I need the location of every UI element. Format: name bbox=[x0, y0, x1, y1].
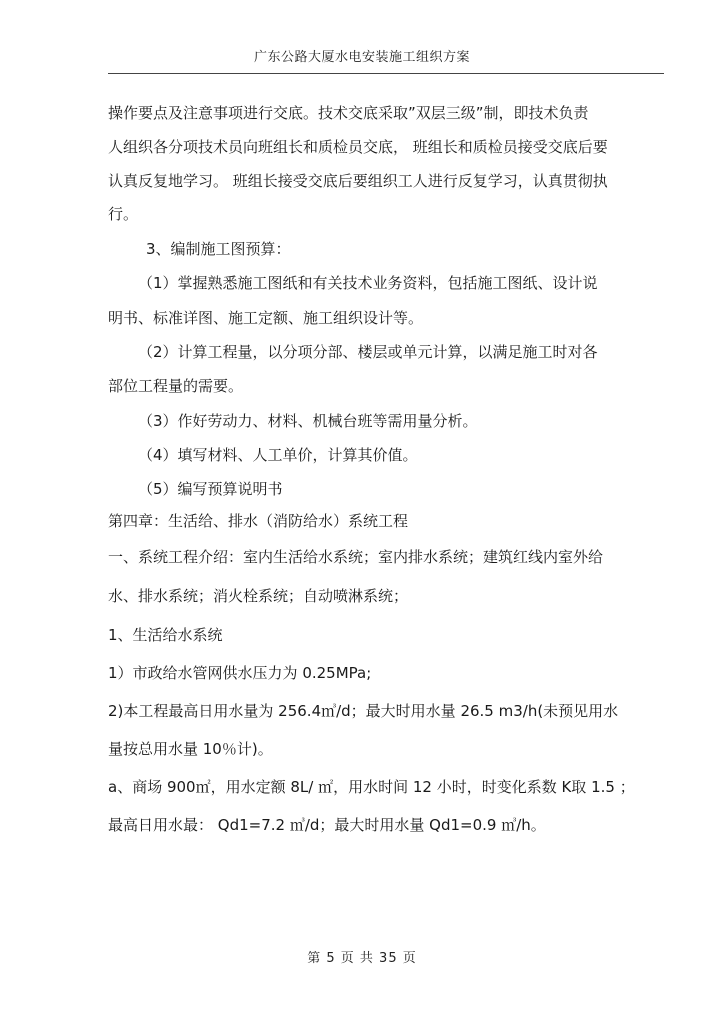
body-line: 人组织各分项技术员向班组长和质检员交底， 班组长和质检员接受交底后要 bbox=[108, 138, 608, 156]
body-line: 行。 bbox=[108, 205, 139, 223]
body-line: 明书、标准详图、施工定额、施工组织设计等。 bbox=[108, 309, 424, 327]
list-item: （3）作好劳动力、材料、机械台班等需用量分析。 bbox=[138, 412, 478, 430]
chapter-heading: 第四章：生活给、排水（消防给水）系统工程 bbox=[108, 512, 409, 530]
body-line: 一、系统工程介绍：室内生活给水系统；室内排水系统；建筑红线内室外给 bbox=[108, 548, 604, 566]
page-number-footer: 第 5 页 共 35 页 bbox=[307, 951, 417, 966]
body-line: 部位工程量的需要。 bbox=[108, 377, 244, 395]
page-header-title: 广东公路大厦水电安装施工组织方案 bbox=[253, 50, 470, 65]
body-line: a、商场 900㎡，用水定额 8L/ ㎡，用水时间 12 小时，时变化系数 K取 1.5 ； bbox=[108, 778, 635, 796]
body-line: 2)本工程最高日用水量为 256.4㎥/d；最大时用水量 26.5 m3/h(未预见用水 bbox=[108, 702, 619, 720]
list-item: （5）编写预算说明书 bbox=[138, 480, 283, 498]
section-heading: 1、生活给水系统 bbox=[108, 626, 223, 644]
body-line: 操作要点及注意事项进行交底。技术交底采取”双层三级”制，即技术负责 bbox=[108, 104, 589, 122]
header-divider bbox=[108, 73, 664, 74]
section-heading: 3、编制施工图预算： bbox=[146, 240, 291, 258]
list-item: （4）填写材料、人工单价，计算其价值。 bbox=[138, 446, 418, 464]
body-line: 1）市政给水管网供水压力为 0.25MPa; bbox=[108, 664, 372, 682]
body-line: 最高日用水最： Qd1=7.2 ㎥/d；最大时用水量 Qd1=0.9 ㎥/h。 bbox=[108, 816, 546, 834]
body-line: 水、排水系统；消火栓系统；自动喷淋系统； bbox=[108, 587, 409, 605]
list-item: （1）掌握熟悉施工图纸和有关技术业务资料，包括施工图纸、设计说 bbox=[138, 274, 598, 292]
body-line: 量按总用水量 10％计)。 bbox=[108, 740, 273, 758]
list-item: （2）计算工程量，以分项分部、楼层或单元计算，以满足施工时对各 bbox=[138, 343, 598, 361]
body-line: 认真反复地学习。 班组长接受交底后要组织工人进行反复学习，认真贯彻执 bbox=[108, 172, 608, 190]
